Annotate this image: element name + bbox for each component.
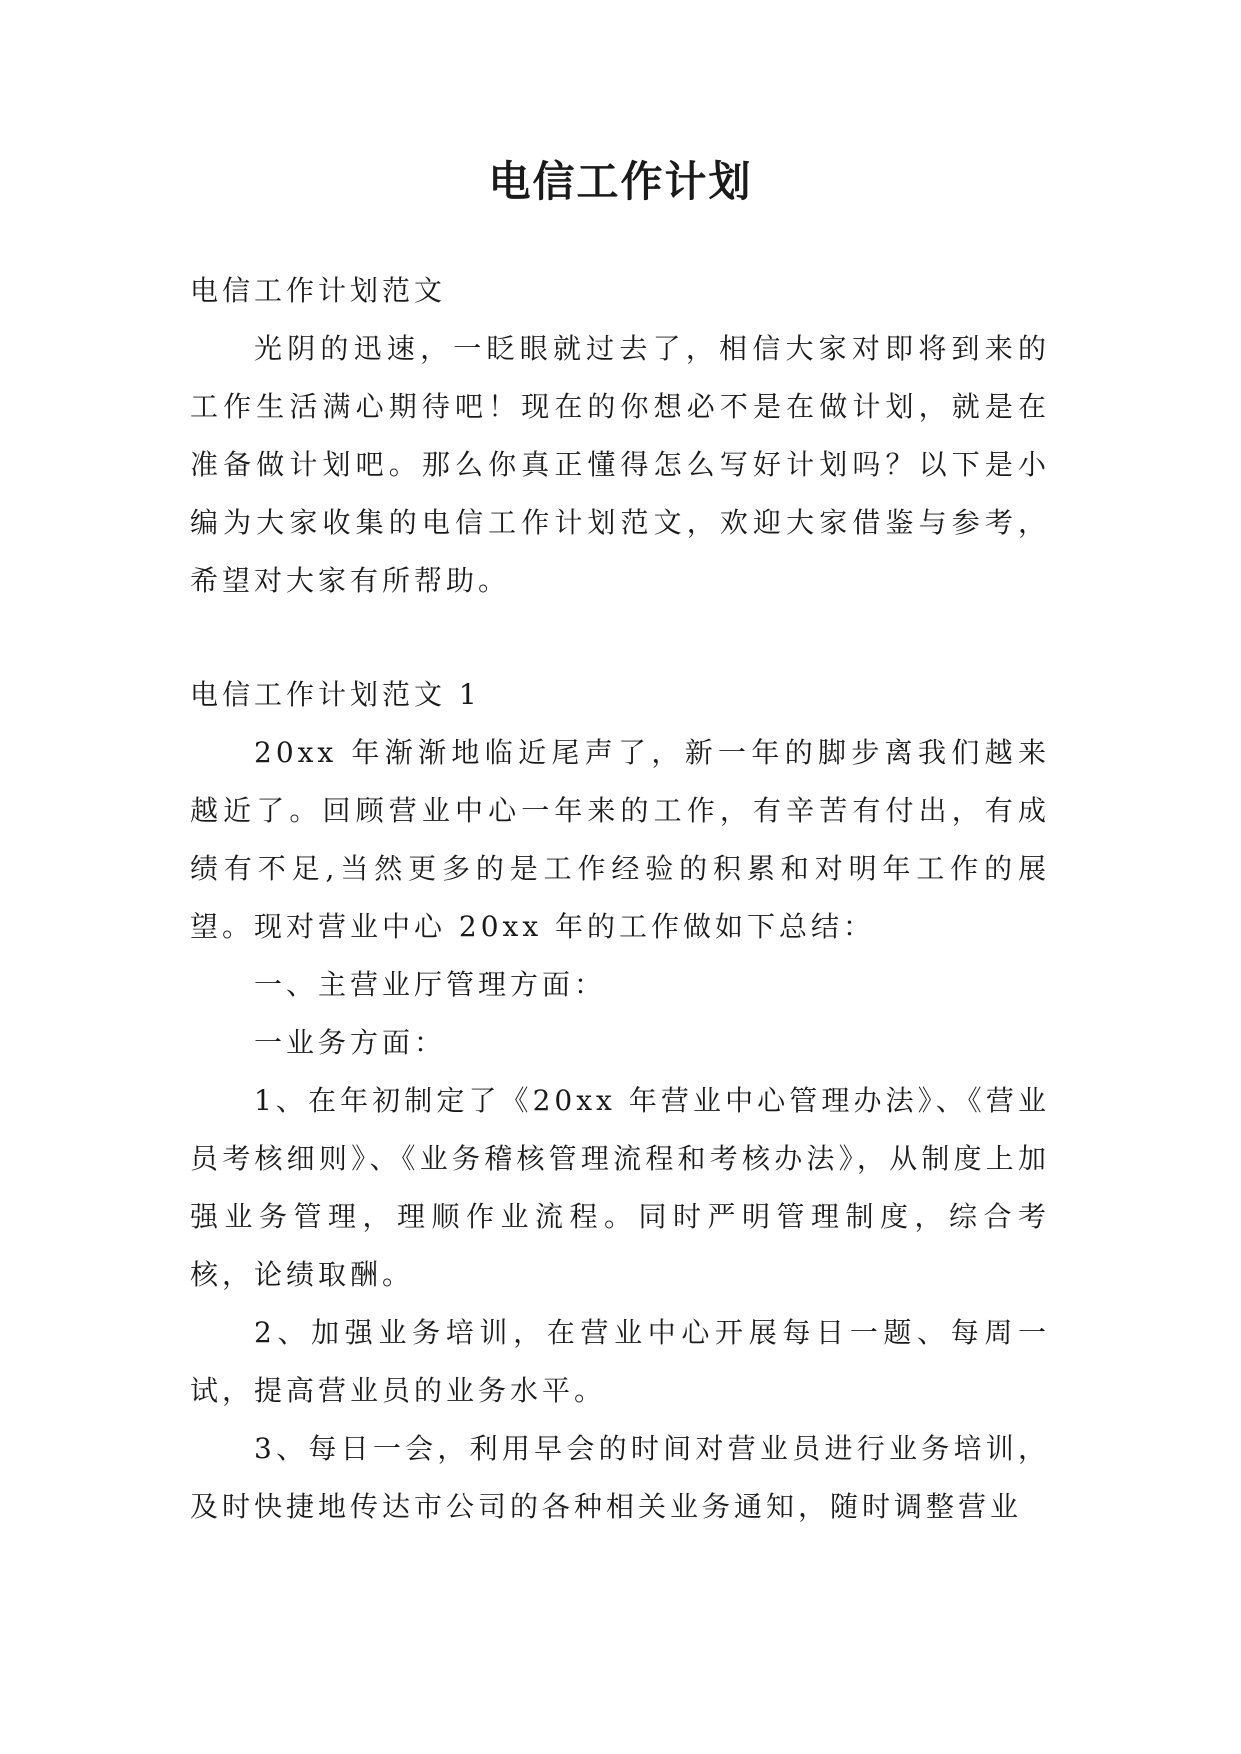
body-paragraph-summary: 20xx 年渐渐地临近尾声了，新一年的脚步离我们越来越近了。回顾营业中心一年来的工作，有辛苦有付出，有成绩有不足,当然更多的是工作经验的积累和对明年工作的展望。现对营业中心 20xx 年的工作做如下总结： xyxy=(190,736,1050,943)
document-body xyxy=(190,262,1050,1536)
subheading-business: 一业务方面： xyxy=(254,1026,447,1059)
list-item-2: 2、加强业务培训，在营业中心开展每日一题、每周一试，提高营业员的业务水平。 xyxy=(190,1316,1050,1407)
list-item-3: 3、每日一会，利用早会的时间对营业员进行业务培训，及时快捷地传达市公司的各种相关业务通知，随时调整营业 xyxy=(190,1432,1050,1523)
intro-paragraph: 光阴的迅速，一眨眼就过去了，相信大家对即将到来的工作生活满心期待吧！现在的你想必不是在做计划，就是在准备做计划吧。那么你真正懂得怎么写好计划吗？以下是小编为大家收集的电信工作计划范文，欢迎大家借鉴与参考，希望对大家有所帮助。 xyxy=(190,332,1050,597)
paragraph-spacer xyxy=(190,610,1050,666)
list-item-1: 1、在年初制定了《20xx 年营业中心管理办法》、《营业员考核细则》、《业务稽核管理流程和考核办法》，从制度上加强业务管理，理顺作业流程。同时严明管理制度，综合考核，论绩取酬。 xyxy=(190,1084,1050,1291)
section-heading-sample-1: 电信工作计划范文 1 xyxy=(190,678,481,711)
document-title: 电信工作计划 xyxy=(488,157,753,206)
section-heading-intro: 电信工作计划范文 xyxy=(190,274,447,307)
subheading-hall-management: 一、主营业厅管理方面： xyxy=(254,968,607,1001)
